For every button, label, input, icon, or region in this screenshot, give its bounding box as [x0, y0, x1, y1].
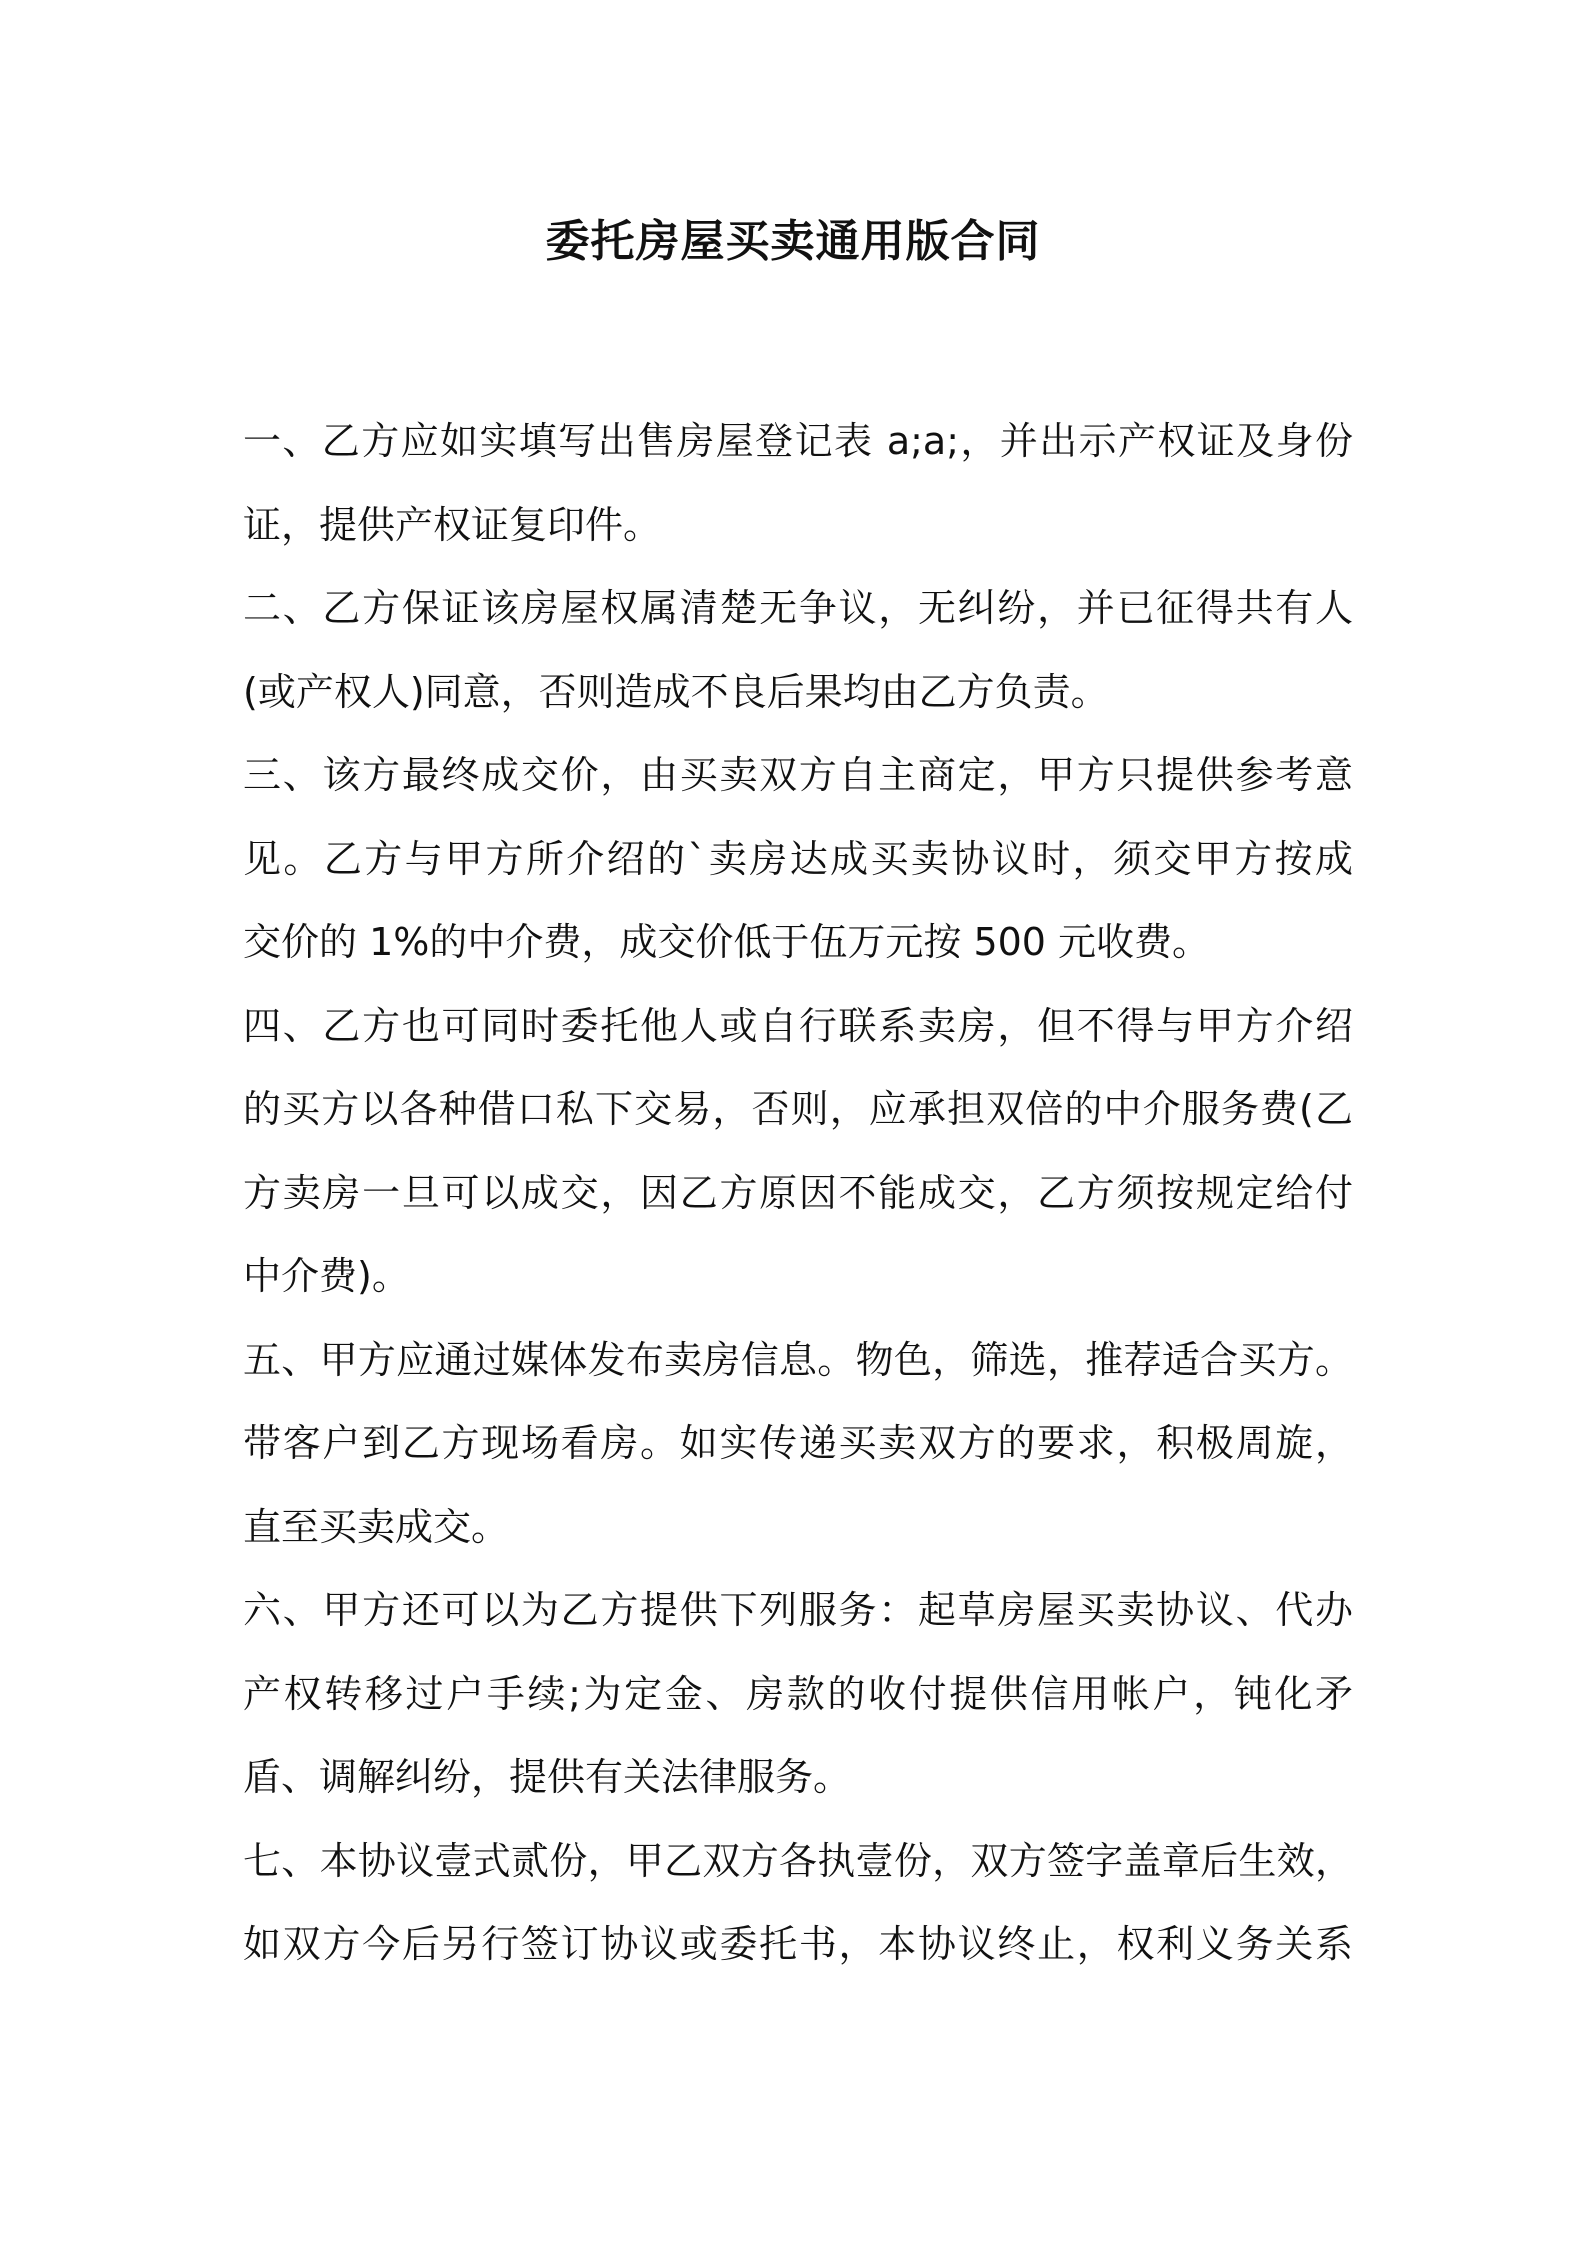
clause-5-line-3: 直至买卖成交。 — [243, 1504, 510, 1549]
clause-4-line-2: 的买方以各种借口私下交易，否则，应承担双倍的中介服务费(乙 — [243, 1087, 1353, 1131]
clause-4-line-1: 四、乙方也可同时委托他人或自行联系卖房，但不得与甲方介绍 — [243, 1003, 1353, 1048]
clause-6-line-2: 产权转移过户手续;为定金、房款的收付提供信用帐户，钝化矛 — [243, 1671, 1353, 1716]
document-body — [243, 400, 1353, 1987]
clause-4-line-3: 方卖房一旦可以成交，因乙方原因不能成交，乙方须按规定给付 — [243, 1170, 1353, 1215]
document-title: 委托房屋买卖通用版合同 — [545, 216, 1041, 267]
clause-1-line-2: 证，提供产权证复印件。 — [243, 502, 662, 547]
clause-7-line-1: 七、本协议壹式贰份，甲乙双方各执壹份，双方签字盖章后生效， — [243, 1838, 1353, 1883]
clause-3-line-1: 三、该方最终成交价，由买卖双方自主商定，甲方只提供参考意 — [243, 753, 1353, 797]
clause-5-line-2: 带客户到乙方现场看房。如实传递买卖双方的要求，积极周旋， — [243, 1421, 1353, 1465]
clause-3-line-3: 交价的 1%的中介费，成交价低于伍万元按 500 元收费。 — [243, 920, 1211, 964]
clause-1-line-1: 一、乙方应如实填写出售房屋登记表 a;a;，并出示产权证及身份 — [243, 419, 1353, 463]
clause-2-line-1: 二、乙方保证该房屋权属清楚无争议，无纠纷，并已征得共有人 — [243, 586, 1353, 630]
clause-7-line-2: 如双方今后另行签订协议或委托书，本协议终止，权利义务关系 — [243, 1922, 1353, 1966]
clause-5-line-1: 五、甲方应通过媒体发布卖房信息。物色，筛选，推荐适合买方。 — [243, 1337, 1353, 1382]
clause-3-line-2: 见。乙方与甲方所介绍的`卖房达成买卖协议时，须交甲方按成 — [243, 836, 1353, 881]
clause-4-line-4: 中介费)。 — [243, 1254, 410, 1298]
clause-6-line-1: 六、甲方还可以为乙方提供下列服务：起草房屋买卖协议、代办 — [243, 1588, 1353, 1632]
clause-6-line-3: 盾、调解纠纷，提供有关法律服务。 — [243, 1755, 852, 1799]
clause-2-line-2: (或产权人)同意，否则造成不良后果均由乙方负责。 — [243, 669, 1109, 714]
